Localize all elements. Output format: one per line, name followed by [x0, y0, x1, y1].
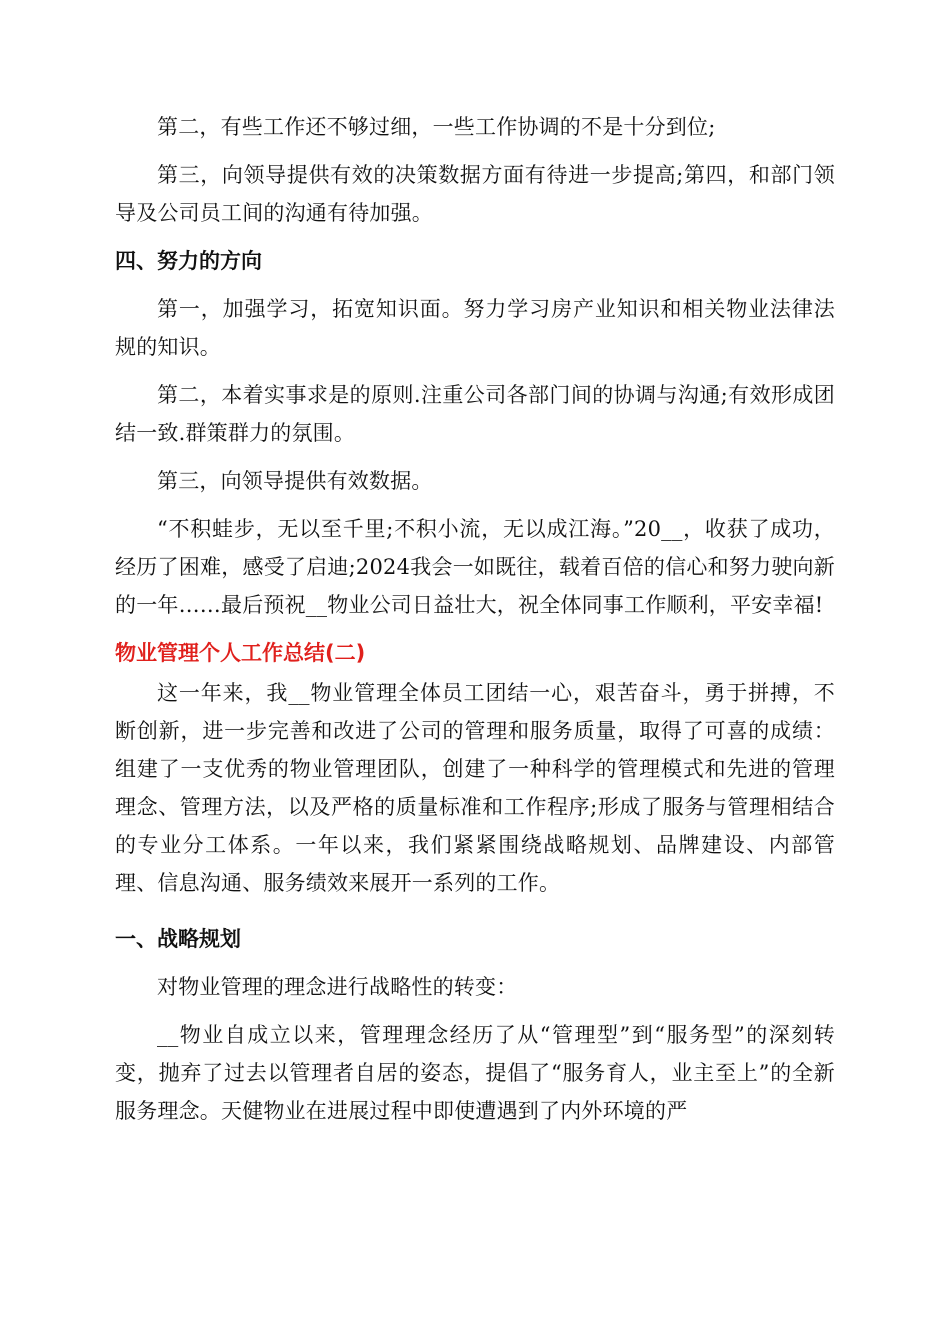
paragraph: 这一年来，我__物业管理全体员工团结一心，艰苦奋斗，勇于拼搏，不断创新，进一步完善和改进了公司的管理和服务质量，取得了可喜的成绩：组建了一支优秀的物业管理团队，创建了一种科学的管理模式和先进的管理理念、管理方法，以及严格的质量标准和工作程序;形成了服务与管理相结合的专业分工体系。一年以来，我们紧紧围绕战略规划、品牌建设、内部管理、信息沟通、服务绩效来展开一系列的工作。: [115, 681, 835, 895]
document-title: 物业管理个人工作总结(二): [115, 641, 366, 665]
paragraph: __物业自成立以来，管理理念经历了从“管理型”到“服务型”的深刻转变，抛弃了过去以管理者自居的姿态，提倡了“服务育人，业主至上”的全新服务理念。天健物业在进展过程中即使遭遇到了内外环境的严: [115, 1023, 835, 1123]
paragraph: 第三，向领导提供有效的决策数据方面有待进一步提高;第四，和部门领导及公司员工间的沟通有待加强。: [115, 163, 835, 225]
document-page: [115, 108, 835, 1130]
paragraph: 第一，加强学习，拓宽知识面。努力学习房产业知识和相关物业法律法规的知识。: [115, 297, 835, 359]
section-heading: 四、努力的方向: [115, 249, 262, 273]
paragraph: 对物业管理的理念进行战略性的转变：: [157, 975, 518, 999]
paragraph: 第二，有些工作还不够过细，一些工作协调的不是十分到位;: [157, 115, 716, 139]
paragraph: “不积蛙步，无以至千里;不积小流，无以成江海。”20__，收获了成功，经历了困难，感受了启迪;2024我会一如既往，载着百倍的信心和努力驶向新的一年……最后预祝__物业公司日益壮大，祝全体同事工作顺利，平安幸福!: [115, 517, 835, 617]
paragraph: 第二，本着实事求是的原则.注重公司各部门间的协调与沟通;有效形成团结一致.群策群力的氛围。: [115, 383, 835, 445]
paragraph: 第三，向领导提供有效数据。: [157, 469, 433, 493]
section-heading: 一、战略规划: [115, 927, 241, 951]
